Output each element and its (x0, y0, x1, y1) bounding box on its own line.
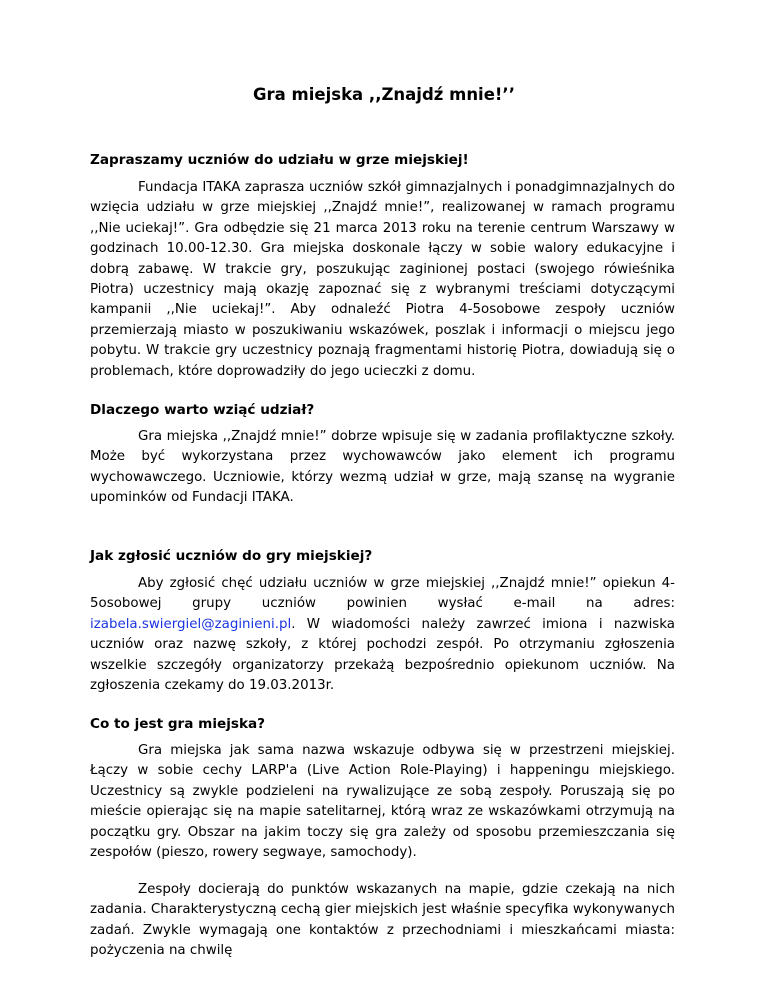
paragraph-invitation: Fundacja ITAKA zaprasza uczniów szkół gimnazjalnych i ponadgimnazjalnych do wzięcia udziału w grze miejskiej ,,Znajdź mnie!”, realizowanej w ramach programu ,,Nie uciekaj!”. Gra odbędzie się 21 marca 2013 roku na terenie centrum Warszawy w godzinach 10.00-12.30. Gra miejska doskonale łączy w sobie walory edukacyjne i dobrą zabawę. W trakcie gry, poszukując zaginionej postaci (swojego rówieśnika Piotra) uczestnicy mają okazję zapoznać się z wybranymi treściami dotyczącymi kampanii ,,Nie uciekaj!”. Aby odnaleźć Piotra 4-5osobowe zespoły uczniów przemierzają miasto w poszukiwaniu wskazówek, poszlak i informacji o miejscu jego pobytu. W trakcie gry uczestnicy poznają fragmentami historię Piotra, dowiadują się o problemach, które doprowadziły do jego ucieczki z domu. (90, 180, 675, 379)
paragraph-what-is-city-game: Gra miejska jak sama nazwa wskazuje odbywa się w przestrzeni miejskiej. Łączy w sobie cechy LARP'a (Live Action Role-Playing) i happeningu miejskiego. Uczestnicy są zwykle podzieleni na rywalizujące ze sobą zespoły. Poruszają się po mieście opierając się na mapie satelitarnej, którą wraz ze wskazówkami otrzymują na początku gry. Obszar na jakim toczy się gra zależy od sposobu przemieszczania się zespołów (pieszo, rowery segwaye, samochody). (90, 743, 675, 861)
section-heading-why-participate: Dlaczego warto wziąć udział? (90, 402, 315, 418)
section-heading-what-is-city-game: Co to jest gra miejska? (90, 716, 266, 732)
document-title: Gra miejska ,,Znajdź mnie!’’ (253, 85, 515, 104)
section-heading-how-to-register: Jak zgłosić uczniów do gry miejskiej? (90, 548, 373, 564)
paragraph-team-tasks: Zespoły docierają do punktów wskazanych na mapie, gdzie czekają na nich zadania. Charakterystyczną cechą gier miejskich jest właśnie specyfika wykonywanych zadań. Zwykle wymagają one kontaktów z przechodniami i mieszkańcami miasta: pożyczenia na chwilę (90, 882, 675, 959)
contact-email-link[interactable]: izabela.swiergiel@zaginieni.pl (90, 616, 292, 632)
registration-text-start: Aby zgłosić chęć udziału uczniów w grze miejskiej ,,Znajdź mnie!” opiekun 4-5osobowej grupy uczniów powinien wysłać e-mail na adres: (90, 576, 675, 612)
registration-text-end: . W wiadomości należy zawrzeć imiona i nazwiska uczniów oraz nazwę szkoły, z której pochodzi zespół. Po otrzymaniu zgłoszenia wszelkie szczegóły organizatorzy przekażą bezpośrednio opiekunom uczniów. Na zgłoszenia czekamy do 19.03.2013r. (90, 616, 675, 694)
section-heading-invitation: Zapraszamy uczniów do udziału w grze miejskiej! (90, 152, 469, 168)
paragraph-how-to-register (90, 574, 675, 696)
paragraph-why-participate: Gra miejska ,,Znajdź mnie!” dobrze wpisuje się w zadania profilaktyczne szkoły. Może być wykorzystana przez wychowawców jako element ich programu wychowawczego. Uczniowie, którzy wezmą udział w grze, mają szansę na wygranie upominków od Fundacji ITAKA. (90, 429, 675, 506)
